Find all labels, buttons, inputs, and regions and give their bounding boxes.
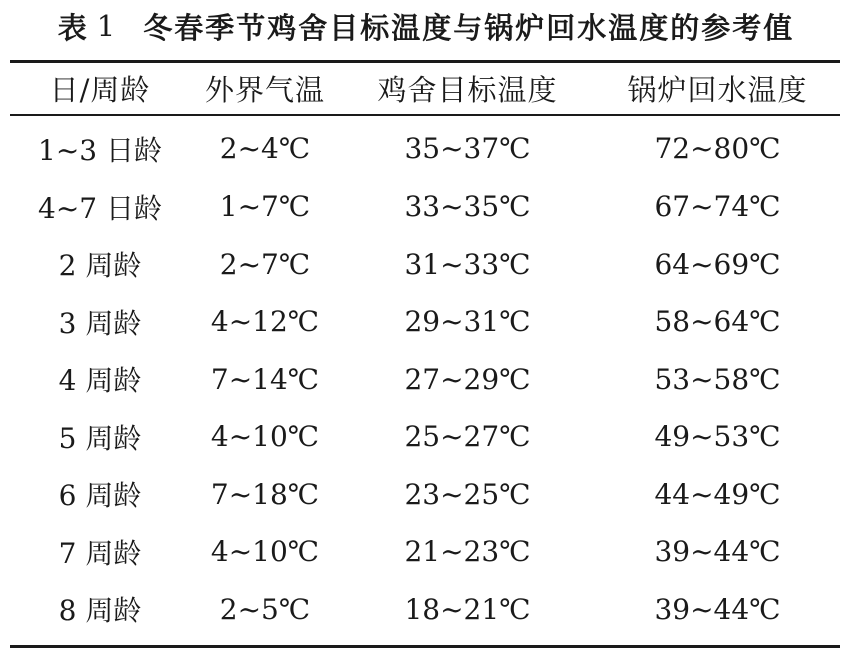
caption-title: 冬春季节鸡舍目标温度与锅炉回水温度的参考值 xyxy=(143,10,795,45)
table-row xyxy=(10,408,840,466)
table-cell: 1~7℃ xyxy=(219,190,311,224)
table-cell: 18~21℃ xyxy=(404,592,531,626)
table-cell: 44~49℃ xyxy=(654,477,781,511)
table-cell: 39~44℃ xyxy=(654,592,781,626)
table-row xyxy=(10,351,840,409)
table-cell: 33~35℃ xyxy=(404,190,531,224)
table-cell: 4 周龄 xyxy=(58,364,142,398)
table-row xyxy=(10,581,840,639)
table-cell: 39~44℃ xyxy=(654,535,781,569)
table-cell: 53~58℃ xyxy=(654,362,781,396)
table-row xyxy=(10,523,840,581)
bottom-rule xyxy=(10,645,840,648)
table-cell: 6 周龄 xyxy=(58,479,142,513)
table-cell: 35~37℃ xyxy=(404,132,531,165)
header-cell-house-target-temp: 鸡舍目标温度 xyxy=(377,73,558,107)
table-row xyxy=(10,236,840,294)
table-cell: 72~80℃ xyxy=(654,132,781,165)
table-cell: 21~23℃ xyxy=(404,535,531,569)
table-cell: 2 周龄 xyxy=(58,249,142,283)
table-cell: 27~29℃ xyxy=(404,362,531,396)
table-cell: 2~4℃ xyxy=(219,132,311,165)
table-cell: 2~7℃ xyxy=(219,247,311,281)
table-cell: 7~14℃ xyxy=(210,362,320,396)
table-cell: 31~33℃ xyxy=(404,247,531,281)
table-cell: 4~12℃ xyxy=(210,305,320,339)
table-row xyxy=(10,293,840,351)
table-cell: 23~25℃ xyxy=(404,477,531,511)
table-cell: 8 周龄 xyxy=(58,594,142,628)
data-table xyxy=(10,63,840,638)
table-cell: 64~69℃ xyxy=(654,247,781,281)
table-cell: 7~18℃ xyxy=(210,477,320,511)
table-cell: 4~10℃ xyxy=(210,535,320,569)
table-row xyxy=(10,178,840,236)
table-cell: 4~10℃ xyxy=(210,420,320,454)
table-cell: 67~74℃ xyxy=(654,190,781,224)
table-cell: 2~5℃ xyxy=(219,592,311,626)
caption-label: 表 xyxy=(57,10,89,45)
header-cell-outdoor-temp: 外界气温 xyxy=(204,73,325,107)
caption-number: 1 xyxy=(96,9,118,43)
table-caption xyxy=(0,0,852,52)
table-cell: 4~7 日龄 xyxy=(38,191,162,225)
table-cell: 3 周龄 xyxy=(58,306,142,340)
table-row xyxy=(10,466,840,524)
table-cell: 58~64℃ xyxy=(654,305,781,339)
header-cell-age: 日/周龄 xyxy=(49,73,151,107)
table-cell: 5 周龄 xyxy=(58,421,142,455)
table-cell: 1~3 日龄 xyxy=(38,133,162,167)
table-cell: 25~27℃ xyxy=(404,420,531,454)
table-cell: 7 周龄 xyxy=(58,536,142,570)
table-cell: 49~53℃ xyxy=(654,420,781,454)
table-row xyxy=(10,114,840,178)
table-cell: 29~31℃ xyxy=(404,305,531,339)
header-cell-boiler-return-temp: 锅炉回水温度 xyxy=(627,73,808,107)
header-row xyxy=(10,63,840,114)
